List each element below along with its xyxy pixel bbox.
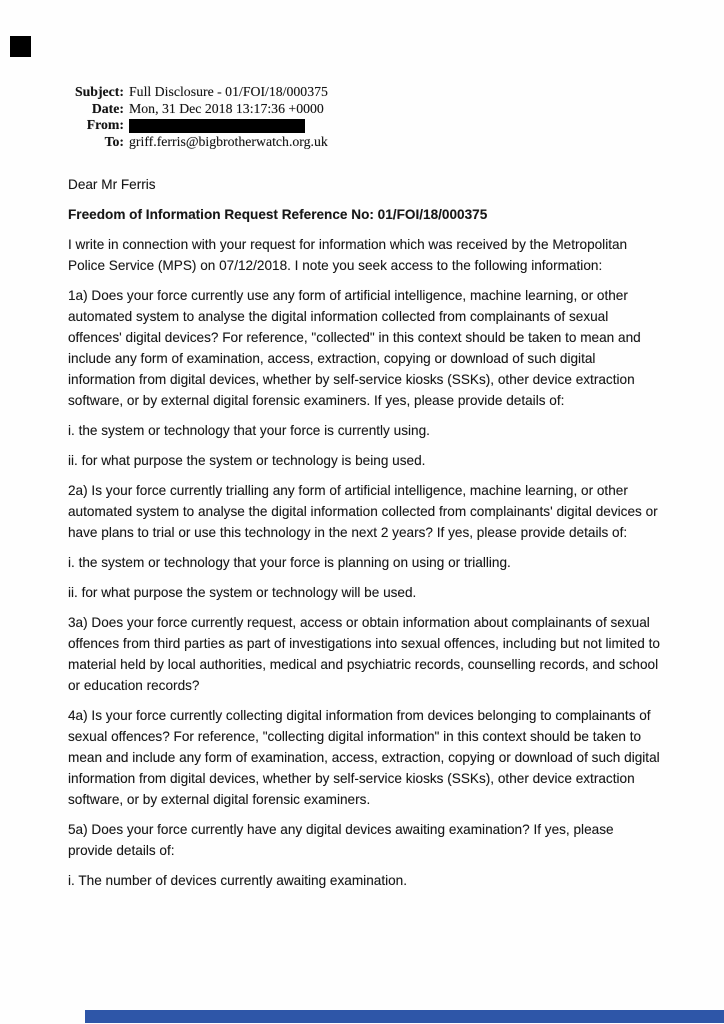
redacted-from-value bbox=[129, 119, 305, 133]
from-label: From: bbox=[86, 117, 124, 132]
header-row-subject bbox=[68, 84, 328, 101]
subject-label: Subject: bbox=[74, 84, 124, 99]
date-value: Mon, 31 Dec 2018 13:17:36 +0000 bbox=[129, 100, 324, 116]
question-3a: 3a) Does your force currently request, access or obtain information about complainants of sexual offences from third parties as part of investigations into sexual offences, including but not limited to material held by local authorities, medical and psychiatric records, counselling records, and school or education records? bbox=[68, 615, 660, 693]
from-value bbox=[129, 117, 305, 134]
greeting: Dear Mr Ferris bbox=[68, 177, 156, 192]
header-row-to bbox=[68, 134, 328, 151]
date-label: Date: bbox=[91, 100, 124, 116]
letter-body bbox=[68, 174, 660, 900]
question-1a-item-i: i. the system or technology that your force is currently using. bbox=[68, 423, 430, 438]
question-1a-item-ii: ii. for what purpose the system or technology is being used. bbox=[68, 453, 426, 468]
header-row-date bbox=[68, 101, 328, 118]
subject-value: Full Disclosure - 01/FOI/18/000375 bbox=[129, 84, 328, 99]
question-4a: 4a) Is your force currently collecting digital information from devices belonging to complainants of sexual offences? For reference, "collecting digital information" in this context should be taken to mean and include any form of examination, access, extraction, copying or download of such digital information from digital devices, whether by self-service kiosks (SSKs), other device extraction software, or by external digital forensic examiners. bbox=[68, 708, 660, 807]
intro-paragraph: I write in connection with your request for information which was received by the Metropolitan Police Service (MPS) on 07/12/2018. I note you seek access to the following information: bbox=[68, 237, 628, 273]
question-2a-item-i: i. the system or technology that your force is planning on using or trialling. bbox=[68, 555, 511, 570]
email-header bbox=[68, 84, 328, 150]
scan-artifact-footer-bar bbox=[85, 1010, 724, 1023]
question-5a-item-i: i. The number of devices currently awaiting examination. bbox=[68, 873, 408, 888]
recipient-email: griff.ferris@bigbrotherwatch.org.uk bbox=[129, 133, 328, 149]
question-2a: 2a) Is your force currently trialling any form of artificial intelligence, machine learning, or other automated system to analyse the digital information collected from complainants' digital devices or have plans to trial or use this technology in the next 2 years? If yes, please provide details of: bbox=[68, 483, 658, 540]
foi-reference-heading: Freedom of Information Request Reference No: 01/FOI/18/000375 bbox=[68, 207, 488, 222]
scan-artifact-square bbox=[10, 36, 31, 57]
question-2a-item-ii: ii. for what purpose the system or technology will be used. bbox=[68, 585, 417, 600]
question-1a: 1a) Does your force currently use any form of artificial intelligence, machine learning, or other automated system to analyse the digital information collected from complainants of sexual offences' digital devices? For reference, "collected" in this context should be taken to mean and include any form of examination, access, extraction, copying or download of such digital information from digital devices, whether by self-service kiosks (SSKs), other device extraction software, or by external digital forensic examiners. If yes, please provide details of: bbox=[68, 288, 641, 408]
to-label: To: bbox=[104, 133, 124, 149]
header-row-from bbox=[68, 117, 328, 134]
question-5a: 5a) Does your force currently have any digital devices awaiting examination? If yes, please provide details of: bbox=[68, 822, 614, 858]
